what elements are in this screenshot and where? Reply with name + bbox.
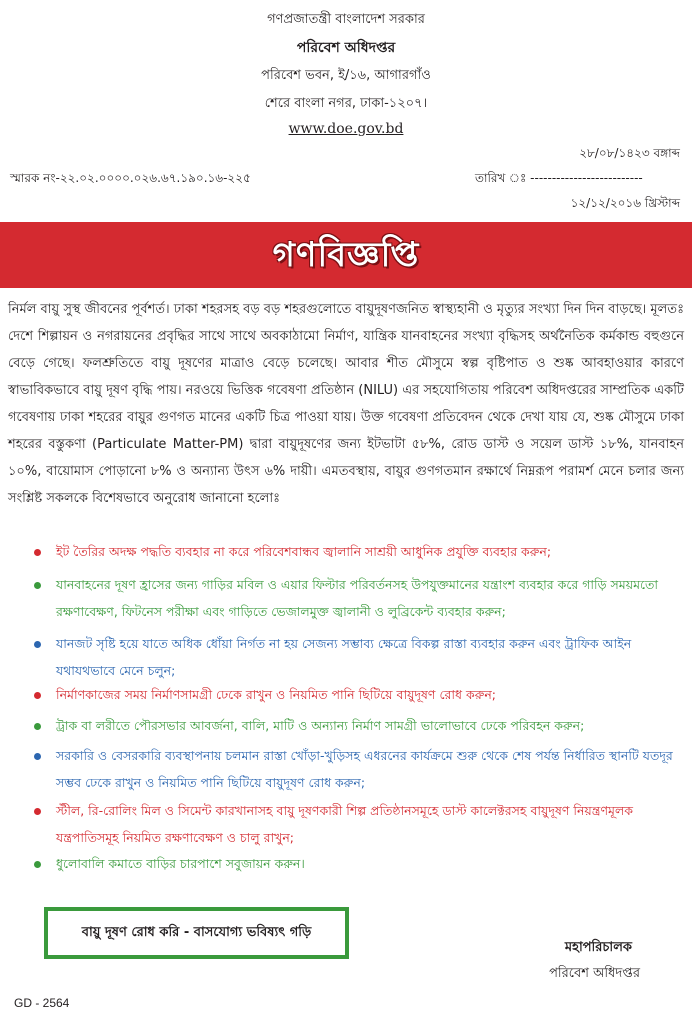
department-name: পরিবেশ অধিদপ্তর [296, 40, 396, 56]
list-item [30, 742, 680, 796]
signatory-title: মহাপরিচালক [564, 940, 632, 955]
list-item [30, 571, 680, 625]
bullet-dot-icon [34, 692, 41, 699]
list-item [30, 630, 680, 684]
list-item-text: যানবাহনের দূষণ হ্রাসের জন্য গাড়ির মবিল ও এয়ার ফিল্টার পরিবর্তনসহ উপযুক্তমানের যন্ত্রাংশ ব্যবহার করে গাড়ি সময়মতো রক্ষণাবেক্ষণ, ফিটনেস পরীক্ষা এবং গাড়িতে ভেজালমুক্ত জ্বালানী ও লুব্রিকেন্ট ব্যবহার করুন; [56, 577, 659, 619]
list-item [30, 850, 680, 877]
list-item [30, 712, 680, 739]
footer-code: GD - 2564 [14, 996, 70, 1010]
list-item-text: ট্রাক বা লরীতে পৌরসভার আবর্জনা, বালি, মাটি ও অন্যান্য নির্মাণ সামগ্রী ভালোভাবে ঢেকে পরিবহন করুন; [56, 718, 585, 733]
list-item-text: ধুলোবালি কমাতে বাড়ির চারপাশে সবুজায়ন করুন। [56, 856, 305, 871]
bullet-dot-icon [34, 549, 41, 556]
slogan-text: বায়ু দূষণ রোধ করি - বাসযোগ্য ভবিষ্যৎ গড়ি [81, 924, 312, 940]
list-item-text: নির্মাণকাজের সময় নির্মাণসামগ্রী ঢেকে রাখুন ও নিয়মিত পানি ছিটিয়ে বায়ুদূষণ রোধ করুন; [56, 687, 497, 702]
website-link[interactable]: www.doe.gov.bd [288, 121, 404, 137]
date-label: তারিখ ঃ -------------------------- [475, 171, 643, 185]
signatory-organization: পরিবেশ অধিদপ্তর [549, 966, 640, 981]
notice-title: গণবিজ্ঞপ্তি [272, 235, 420, 275]
bullet-dot-icon [34, 861, 41, 868]
date-english: ১২/১২/২০১৬ খ্রিস্টাব্দ [570, 196, 680, 210]
list-item-text: স্টীল, রি-রোলিং মিল ও সিমেন্ট কারখানাসহ বায়ু দূষণকারী শিল্প প্রতিষ্ঠানসমূহে ডাস্ট কালেক্টরসহ বায়ুদূষণ নিয়ন্ত্রণমূলক যন্ত্রপাতিসমূহ নিয়মিত রক্ষণাবেক্ষণ ও চালু রাখুন; [56, 803, 634, 845]
bullet-dot-icon [34, 582, 41, 589]
bullet-dot-icon [34, 641, 41, 648]
bullet-dot-icon [34, 723, 41, 730]
list-item [30, 797, 680, 851]
list-item-text: সরকারি ও বেসরকারি ব্যবস্থাপনায় চলমান রাস্তা খোঁড়া-খুড়িসহ এধরনের কার্যক্রমে শুরু থেকে শেষ পর্যন্ত নির্ধারিত স্থানটি যতদূর সম্ভব ঢেকে রাখুন ও নিয়মিত পানি ছিটিয়ে বায়ুদূষণ রোধ করুন; [56, 748, 673, 790]
bullet-dot-icon [34, 808, 41, 815]
list-item-text: যানজট সৃষ্টি হয়ে যাতে অধিক ধোঁয়া নির্গত না হয় সেজন্য সম্ভাব্য ক্ষেত্রে বিকল্প রাস্তা ব্যবহার করুন এবং ট্রাফিক আইন যথাযথভাবে মেনে চলুন; [56, 636, 632, 678]
reference-number: স্মারক নং-২২.০২.০০০০.০২৬.৬৭.১৯০.১৬-২২৫ [10, 171, 251, 185]
notice-banner [0, 222, 692, 288]
list-item-text: ইট তৈরির অদক্ষ পদ্ধতি ব্যবহার না করে পরিবেশবান্ধব জ্বালানি সাশ্রয়ী আধুনিক প্রযুক্তি ব্যবহার করুন; [56, 544, 552, 559]
address-line-2: শেরে বাংলা নগর, ঢাকা-১২০৭। [264, 96, 428, 111]
government-name: গণপ্রজাতন্ত্রী বাংলাদেশ সরকার [267, 12, 425, 27]
body-paragraph: নির্মল বায়ু সুস্থ জীবনের পূর্বশর্ত। ঢাকা শহরসহ বড় বড় শহরগুলোতে বায়ুদূষণজনিত স্বাস্থ্যহানী ও মৃত্যুর সংখ্যা দিন দিন বাড়ছে। মূলতঃ দেশে শিল্পায়ন ও নগরায়নের প্রবৃদ্ধির সাথে সাথে অবকাঠামো নির্মাণ, যান্ত্রিক যানবাহনের সংখ্যা বৃদ্ধিসহ অর্থনৈতিক কর্মকান্ড বহুগুনে বেড়ে গেছে। ফলশ্রুতিতে বায়ু দূষণের মাত্রাও বেড়ে চলেছে। আবার শীত মৌসুমে স্বল্প বৃষ্টিপাত ও শুষ্ক আবহাওয়ার কারণে স্বাভাবিকভাবে বায়ু দূষণ বৃদ্ধি পায়। নরওয়ে ভিত্তিক গবেষণা প্রতিষ্ঠান (NILU) এর সহযোগিতায় পরিবেশ অধিদপ্তরের সাম্প্রতিক একটি গবেষণায় ঢাকা শহরের বায়ুর গুণগত মানের একটি চিত্র পাওয়া যায়। উক্ত গবেষণা প্রতিবেদন থেকে দেখা যায় যে, শুষ্ক মৌসুমে ঢাকা শহরের বস্তুকণা (Particulate Matter-PM) দ্বারা বায়ুদূষণের জন্য ইটভাটা ৫৮%, রোড ডাস্ট ও সয়েল ডাস্ট ১৮%, যানবাহন ১০%, বায়োমাস পোড়ানো ৮% ও অন্যান্য উৎস ৬% দায়ী। এমতবস্থায়, বায়ুর গুণগতমান রক্ষার্থে নিম্নরূপ পরামর্শ মেনে চলার জন্য সংশ্লিষ্ট সকলকে বিশেষভাবে অনুরোধ জানানো হলোঃ [8, 302, 684, 506]
slogan-box [44, 907, 349, 959]
bullet-dot-icon [34, 753, 41, 760]
address-line-1: পরিবেশ ভবন, ই/১৬, আগারগাঁও [261, 68, 431, 83]
list-item [30, 538, 680, 565]
list-item [30, 681, 680, 708]
date-bangla: ২৮/০৮/১৪২৩ বঙ্গাব্দ [579, 146, 680, 160]
